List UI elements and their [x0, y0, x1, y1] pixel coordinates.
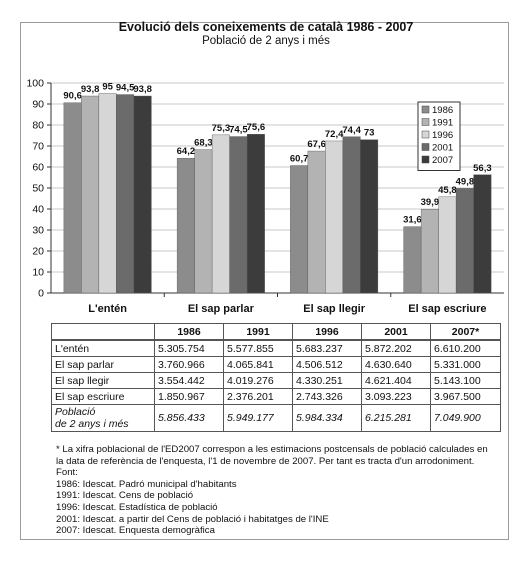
data-label: 64,2 — [176, 146, 196, 158]
bar — [177, 158, 195, 293]
table-cell: 5.143.100 — [431, 373, 501, 389]
data-label: 75,6 — [246, 122, 266, 134]
data-label: 74,5 — [229, 124, 248, 136]
y-tick-label: 50 — [32, 182, 44, 195]
data-label: 31,6 — [403, 214, 422, 226]
table-header-cell: 1991 — [224, 324, 293, 341]
data-label: 73 — [363, 127, 375, 139]
bar — [325, 141, 343, 293]
table-cell: 4.630.640 — [362, 357, 431, 373]
legend-label: 2001 — [432, 142, 454, 154]
table-cell: 3.554.442 — [155, 373, 224, 389]
data-label: 90,6 — [63, 90, 82, 102]
source-line: 1991: Idescat. Cens de població — [56, 490, 194, 502]
legend-swatch — [422, 106, 429, 113]
bar — [230, 137, 248, 293]
table-header-cell: 2007* — [431, 324, 501, 341]
bar — [343, 137, 361, 293]
table-row-label: El sap parlar — [52, 357, 155, 373]
bar — [99, 94, 117, 294]
y-tick-label: 80 — [32, 119, 44, 132]
bar — [421, 209, 439, 293]
table-header-row — [52, 324, 501, 341]
table-cell: 3.093.223 — [362, 389, 431, 405]
data-label: 74,4 — [342, 124, 361, 136]
table-cell: 4.506.512 — [293, 357, 362, 373]
y-tick-label: 20 — [32, 245, 44, 258]
legend-label: 1991 — [432, 117, 454, 129]
table-header-cell: 1996 — [293, 324, 362, 341]
source-line: 1986: Idescat. Padró municipal d'habitants — [56, 478, 237, 490]
table-row — [52, 389, 501, 405]
data-label: 45,8 — [438, 184, 457, 196]
table-total-label — [52, 405, 155, 432]
table-cell: 3.967.500 — [431, 389, 501, 405]
population-table — [51, 323, 501, 432]
table-cell: 1.850.967 — [155, 389, 224, 405]
bar — [81, 96, 99, 293]
y-tick-label: 90 — [32, 98, 44, 111]
table-header-cell — [52, 324, 155, 341]
table-header-cell: 1986 — [155, 324, 224, 341]
category-label: El sap llegir — [303, 303, 365, 315]
table-row-label: El sap escriure — [52, 389, 155, 405]
source-heading: Font: — [56, 467, 78, 479]
data-label: 39,9 — [420, 197, 440, 209]
bar — [212, 135, 230, 293]
y-tick-label: 30 — [32, 224, 44, 237]
table-cell: 5.683.237 — [293, 340, 362, 357]
table-cell: 5.984.334 — [293, 405, 362, 432]
y-tick-label: 100 — [26, 77, 44, 90]
data-label: 93,8 — [80, 84, 100, 96]
category-label: L'entén — [88, 303, 127, 315]
y-tick-label: 60 — [32, 161, 44, 174]
table-cell: 5.331.000 — [431, 357, 501, 373]
notes-block — [56, 444, 496, 537]
bar — [247, 134, 265, 293]
y-tick-label: 10 — [32, 266, 44, 279]
bar — [404, 227, 422, 293]
total-label-line: Població — [55, 406, 96, 418]
bar — [195, 150, 213, 293]
chart-subtitle: Població de 2 anys i més — [202, 35, 330, 47]
legend-swatch — [422, 156, 429, 163]
table-cell: 4.065.841 — [224, 357, 293, 373]
table-cell: 2.743.326 — [293, 389, 362, 405]
data-label: 95 — [102, 81, 113, 93]
footnote: * La xifra poblacional de l'ED2007 correspon a les estimacions postcensals de població calculades en la data de referència de l'enquesta, l'1 de novembre de 2007. Per tant es tracta d'un arrodoniment. — [56, 444, 488, 467]
y-tick-label: 0 — [38, 287, 44, 300]
table-row — [52, 340, 501, 357]
bar — [456, 188, 474, 293]
legend-swatch — [422, 131, 429, 138]
legend-label: 1986 — [432, 105, 454, 116]
table-row-label: L'entén — [52, 340, 155, 357]
data-label: 67,6 — [307, 139, 326, 151]
data-label: 49,8 — [455, 176, 475, 188]
table-cell: 5.856.433 — [155, 405, 224, 432]
source-line: 2001: Idescat. a partir del Cens de població i habitatges de l'INE — [56, 513, 329, 525]
bar — [134, 96, 152, 293]
total-label-line: de 2 anys i més — [55, 418, 129, 430]
table-cell: 4.019.276 — [224, 373, 293, 389]
table-cell: 4.330.251 — [293, 373, 362, 389]
bar — [474, 175, 492, 293]
table-cell: 4.621.404 — [362, 373, 431, 389]
table-cell: 2.376.201 — [224, 389, 293, 405]
data-label: 68,3 — [194, 137, 213, 149]
bar — [308, 151, 326, 293]
table-cell: 5.577.855 — [224, 340, 293, 357]
bar — [360, 140, 378, 293]
data-label: 94,5 — [115, 82, 135, 94]
table-row — [52, 373, 501, 389]
table-row-label: El sap llegir — [52, 373, 155, 389]
legend-label: 2007 — [432, 155, 454, 166]
table-cell: 6.215.281 — [362, 405, 431, 432]
y-tick-label: 40 — [32, 203, 44, 216]
table-total-row — [52, 405, 501, 432]
table-row — [52, 357, 501, 373]
y-tick-label: 70 — [32, 140, 44, 153]
bar — [64, 103, 82, 293]
chart-title: Evolució dels coneixements de català 1986 - 2007 — [118, 20, 414, 34]
bar — [290, 166, 308, 293]
table-cell: 3.760.966 — [155, 357, 224, 373]
table-cell: 7.049.900 — [431, 405, 501, 432]
data-label: 93,8 — [133, 84, 152, 96]
source-line: 2007: Idescat. Enquesta demogràfica — [56, 525, 215, 537]
data-label: 60,7 — [289, 153, 309, 165]
legend-swatch — [422, 119, 429, 126]
bar — [439, 197, 457, 293]
table-cell: 5.305.754 — [155, 340, 224, 357]
category-label: El sap escriure — [408, 303, 487, 315]
table-cell: 5.949.177 — [224, 405, 293, 432]
table-cell: 5.872.202 — [362, 340, 431, 357]
legend-swatch — [422, 144, 429, 151]
table-cell: 6.610.200 — [431, 340, 501, 357]
data-label: 72,4 — [324, 128, 344, 140]
bar — [116, 95, 134, 293]
data-label: 75,3 — [211, 122, 231, 134]
category-label: El sap parlar — [187, 303, 254, 315]
legend-label: 1996 — [432, 130, 454, 141]
data-label: 56,3 — [473, 162, 492, 174]
table-header-cell: 2001 — [362, 324, 431, 341]
source-line: 1996: Idescat. Estadística de població — [56, 501, 218, 513]
